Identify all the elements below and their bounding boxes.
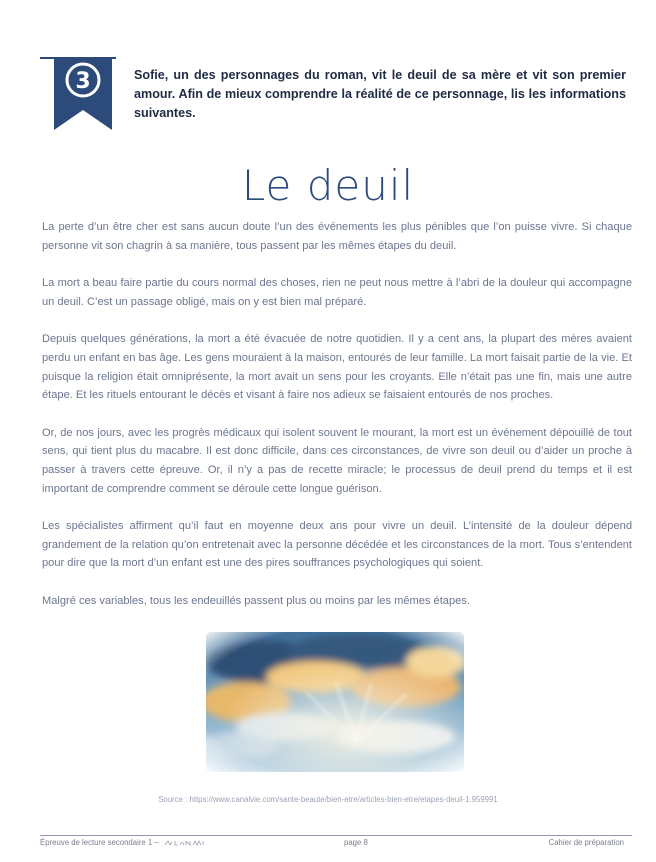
- article-paragraph: La mort a beau faire partie du cours normal des choses, rien ne peut nous mettre à l’abri de la douleur qui accompagne un deuil. C’est un passage obligé, mais on y est bien mal préparé.: [42, 277, 632, 308]
- article-paragraph: La perte d’un être cher est sans aucun doute l’un des événements les plus pénibles que l’on puisse vivre. Si chaque personne vit son chagrin à sa manière, tous passent par les mêmes étapes du deuil.: [42, 221, 632, 252]
- article-title: Le deuil: [241, 161, 415, 210]
- sky-clouds-image: [206, 632, 464, 772]
- footer-divider: [40, 835, 632, 836]
- article-paragraph: Or, de nos jours, avec les progrès médicaux qui isolent souvent le mourant, la mort est un événement dépouillé de tout sens, qui tient plus du macabre. Il est donc difficile, dans ces circonstances, de vivre son deuil ou d’aider un proche à passer à travers cette épreuve. Or, il n’y a pas de recette miracle; le processus de deuil prend du temps et il est important de comprendre comment se déroule cette longue guérison.: [42, 426, 632, 495]
- article-paragraph: Malgré ces variables, tous les endeuillés passent plus ou moins par les mêmes étapes.: [42, 594, 470, 607]
- footer-left-text: Épreuve de lecture secondaire 1 –: [40, 838, 159, 847]
- footer-page-number: page 8: [344, 838, 368, 847]
- question-number-badge: [40, 56, 116, 132]
- footer-left: [40, 838, 206, 847]
- article-paragraph: Depuis quelques générations, la mort a été évacuée de notre quotidien. Il y a cent ans, la plupart des mères avaient perdu un enfant en bas âge. Les gens mouraient à la maison, entourés de leur famille. La mort faisait partie de la vie. Et puisque la religion était omniprésente, la mort avait un sens pour les croyants. Elle n’était pas une fin, mais une autre étape. Et les rituels entourant le décès et visant à faire nos adieux se faisaient entourés de nos proches.: [42, 333, 632, 402]
- source-citation: Source : https://www.canalvie.com/sante-beaute/bien-etre/articles-bien-etre/etapes-deuil-1.959991: [158, 795, 498, 804]
- article-paragraph: Les spécialistes affirment qu’il faut en moyenne deux ans pour vivre un deuil. L’intensité de la douleur dépend grandement de la relation qu’on entretenait avec la personne décédée et les circonstances de la mort. Tous s’entendent pour dire que la mort d’un enfant est une des pires souffrances psychologiques qui soient.: [42, 520, 632, 570]
- handwritten-title-mark: [164, 839, 206, 847]
- ribbon-badge-icon: [40, 56, 116, 132]
- article-body: [42, 218, 632, 630]
- question-intro: Sofie, un des personnages du roman, vit le deuil de sa mère et vit son premier amour. Afin de mieux comprendre la réalité de ce personnage, lis les informations suivantes.: [134, 68, 626, 120]
- page-footer: [40, 838, 632, 852]
- footer-right: Cahier de préparation: [548, 838, 624, 847]
- question-number: 3: [75, 69, 91, 94]
